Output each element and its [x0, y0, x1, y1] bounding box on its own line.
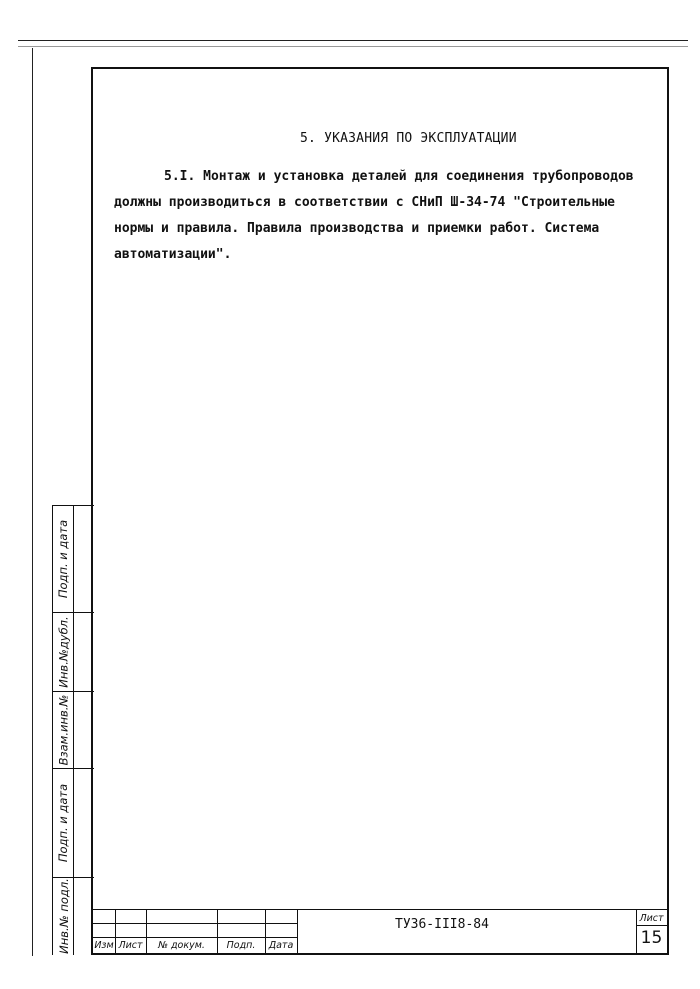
header-sheet: Лист — [118, 939, 143, 951]
side-stamp-label-orig-inv: Инв.№ подл. — [56, 878, 71, 954]
side-stamp — [52, 505, 93, 955]
side-stamp-label-sign-date-2: Подп. и дата — [56, 783, 71, 862]
title-block-top-line — [93, 909, 667, 910]
document-code: ТУ36-III8-84 — [395, 917, 489, 932]
binding-edge-line — [32, 48, 33, 956]
sheet-number: 15 — [640, 928, 663, 948]
header-date: Дата — [268, 939, 294, 951]
side-stamp-label-replace-inv: Взам.инв.№ — [56, 694, 71, 765]
side-stamp-label-dup-inv: Инв.№дубл. — [56, 615, 71, 688]
side-stamp-label-sign-date: Подп. и дата — [56, 519, 71, 598]
paragraph-line: должны производиться в соответствии с СНиП Ш-34-74 "Строительные — [114, 195, 615, 210]
paragraph-line: 5.I. Монтаж и установка деталей для соединения трубопроводов — [164, 169, 634, 184]
title-block-column-line — [297, 909, 298, 953]
title-block — [93, 909, 667, 953]
sheet-cell-divider — [636, 925, 667, 926]
side-stamp-divider — [73, 505, 74, 955]
header-change: Изм — [94, 939, 114, 951]
top-border-line — [18, 40, 688, 41]
header-signature: Подп. — [226, 939, 256, 951]
paragraph-line: нормы и правила. Правила производства и приемки работ. Система — [114, 221, 600, 236]
section-paragraph — [114, 164, 654, 268]
top-border-line-secondary — [18, 46, 688, 47]
header-doc-number: № докум. — [158, 939, 205, 951]
sheet-label: Лист — [639, 913, 664, 924]
title-block-row-line — [93, 923, 297, 924]
section-title: 5. УКАЗАНИЯ ПО ЭКСПЛУАТАЦИИ — [300, 131, 517, 146]
paragraph-line: автоматизации". — [114, 247, 232, 262]
